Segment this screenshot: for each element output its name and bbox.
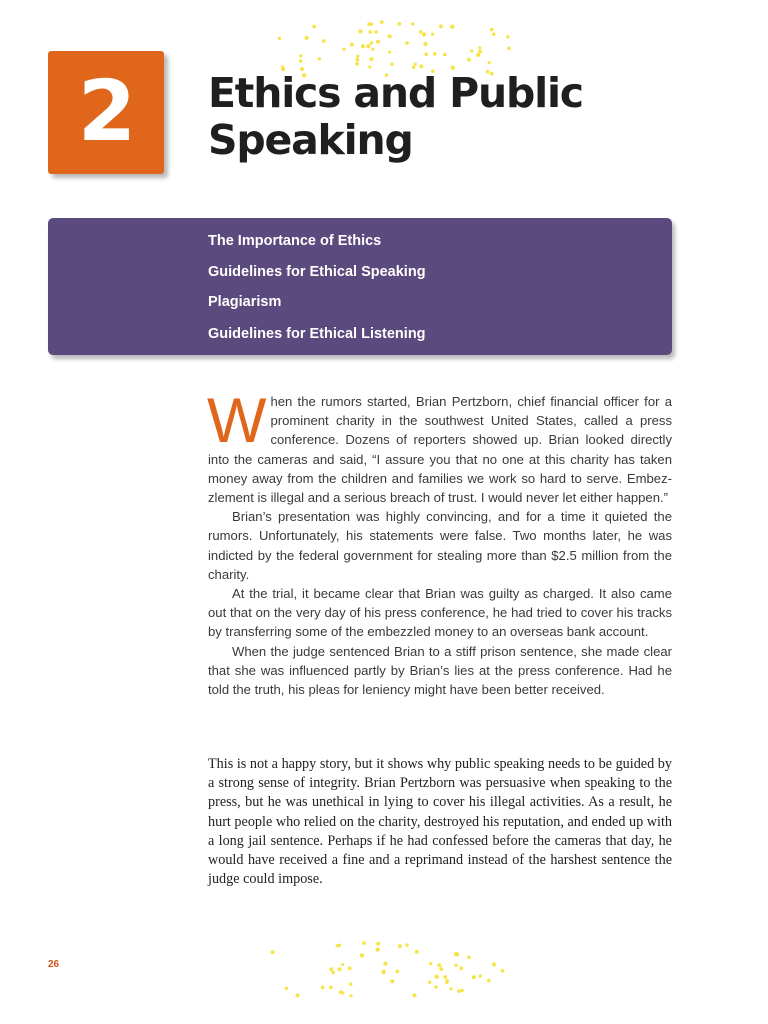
- decorative-dot: [366, 44, 370, 48]
- decorative-dot: [479, 974, 483, 978]
- paragraph-4: When the judge sentenced Brian to a stiff prison sentence, she made clear that she was influenced partly by Brian’s lies at the press conference. Had he told the truth, his pleas for leniency might have been better received.: [208, 643, 672, 698]
- chapter-title-line-2: Speaking: [208, 116, 413, 164]
- decorative-dot: [454, 952, 458, 956]
- decorative-dot: [355, 62, 359, 66]
- decorative-dot: [506, 35, 509, 38]
- decorative-dot: [285, 987, 289, 991]
- decorative-dot: [405, 41, 409, 45]
- chapter-title-line-1: Ethics and Public: [208, 69, 583, 117]
- decorative-dot: [349, 994, 352, 997]
- decorative-dot: [492, 962, 496, 966]
- decorative-dot: [434, 985, 438, 989]
- decorative-dot: [478, 50, 482, 54]
- decorative-dot: [390, 979, 394, 983]
- decorative-dot: [360, 953, 364, 957]
- paragraph-5: This is not a happy story, but it shows why public speaking needs to be guided by a strong sense of integrity. Brian Pertzborn was persuasive when speaking to the press, but he was unethical in lying to cover his illegal activities. As a result, he hurt people who relied on the charity, destroyed his reputation, and ended up with a long jail sentence. Perhaps if he had confessed before the cameras that day, he would have received a fine and a reprimand instead of the harshest sentence the judge could impose.: [208, 756, 672, 888]
- decorative-dot: [450, 25, 454, 29]
- chapter-number-badge: [48, 51, 164, 174]
- decorative-dot: [388, 34, 392, 38]
- chapter-outline: [48, 218, 672, 355]
- outline-item-guidelines-ethical-speaking: Guidelines for Ethical Speaking: [208, 264, 426, 280]
- decorative-dot: [422, 32, 426, 36]
- decorative-dot: [439, 967, 443, 971]
- decorative-dot: [414, 63, 417, 66]
- page-number: 26: [48, 959, 60, 970]
- decorative-dot: [435, 975, 439, 979]
- decorative-dot: [370, 41, 373, 44]
- decorative-dot: [383, 962, 387, 966]
- decorative-dots-bottom: [262, 938, 512, 1000]
- decorative-dot: [419, 64, 423, 68]
- decorative-dot: [271, 950, 275, 954]
- decorative-dot: [457, 989, 461, 993]
- paragraph-1-text: hen the rumors started, Brian Pertzborn, chief financial officer for a prominent charity in the southwest United States, called a press conference. Dozens of reporters showed up. Brian looked directly into the cameras and said, “I assure you that no one at this charity has taken money away from the children and families we work so hard to serve. Embezzlement is illegal and a serious breach of trust. I would never let either happen.”: [208, 394, 672, 506]
- decorative-dot: [342, 48, 345, 51]
- decorative-dot: [454, 964, 457, 967]
- decorative-dot: [501, 969, 505, 973]
- decorative-dot: [423, 42, 427, 46]
- decorative-dot: [355, 58, 359, 62]
- decorative-dot: [305, 36, 309, 40]
- decorative-dot: [390, 63, 393, 66]
- decorative-dot: [375, 947, 379, 951]
- decorative-dot: [398, 944, 402, 948]
- decorative-dot: [358, 29, 362, 33]
- decorative-dot: [368, 30, 372, 34]
- decorative-dot: [449, 987, 452, 990]
- decorative-dot: [405, 943, 408, 946]
- decorative-dot: [361, 44, 365, 48]
- decorative-dot: [443, 975, 447, 979]
- decorative-dot: [312, 25, 316, 29]
- paragraph-1: [207, 386, 672, 507]
- decorative-dot: [507, 47, 511, 51]
- decorative-dot: [415, 950, 419, 954]
- chapter-opening-story: [207, 386, 672, 699]
- decorative-dot: [348, 967, 352, 971]
- decorative-dot: [445, 981, 448, 984]
- decorative-dot: [376, 942, 380, 946]
- decorative-dot: [350, 43, 354, 47]
- decorative-dot: [433, 52, 437, 56]
- decorative-dot: [388, 51, 391, 54]
- decorative-dot: [412, 993, 416, 997]
- decorative-dot: [356, 55, 359, 58]
- decorative-dot: [396, 970, 400, 974]
- decorative-dot: [371, 48, 374, 51]
- decorative-dot: [487, 979, 491, 983]
- decorative-dot: [411, 22, 414, 25]
- decorative-dot: [492, 32, 496, 36]
- decorative-dot: [398, 22, 402, 26]
- decorative-dot: [478, 46, 481, 49]
- decorative-dot: [338, 967, 342, 971]
- decorative-dot: [376, 40, 380, 44]
- decorative-dot: [349, 983, 352, 986]
- decorative-dot: [362, 941, 366, 945]
- decorative-dot: [431, 33, 434, 36]
- decorative-dot: [472, 975, 476, 979]
- decorative-dot: [318, 57, 321, 60]
- decorative-dot: [332, 971, 335, 974]
- decorative-dot: [341, 963, 344, 966]
- decorative-dot: [467, 58, 471, 62]
- paragraph-2: Brian’s presentation was highly convincing, and for a time it quieted the rumors. Unfortunately, his statements were false. Two months later, he was indicted by the federal government for stealing more than $2.5 million from the charity.: [208, 509, 672, 582]
- decorative-dot: [429, 962, 432, 965]
- decorative-dot: [460, 989, 463, 992]
- decorative-dot: [278, 37, 281, 40]
- decorative-dot: [470, 49, 473, 52]
- decorative-dot: [322, 39, 326, 43]
- outline-item-plagiarism: Plagiarism: [208, 294, 282, 310]
- decorative-dot: [329, 986, 333, 990]
- outline-item-guidelines-ethical-listening: Guidelines for Ethical Listening: [208, 326, 426, 342]
- decorative-dot: [299, 59, 303, 63]
- decorative-dot: [428, 981, 431, 984]
- decorative-dot: [490, 28, 494, 32]
- paragraph-3: At the trial, it became clear that Brian was guilty as charged. It also came out that on the very day of his press conference, he had tried to cover his tracks by transferring some of the embezzled money to an overseas bank account.: [208, 586, 672, 640]
- drop-cap: W: [207, 386, 267, 456]
- decorative-dot: [380, 20, 384, 24]
- decorative-dot: [459, 966, 463, 970]
- decorative-dot: [467, 955, 471, 959]
- decorative-dot: [321, 986, 325, 990]
- chapter-number: 2: [77, 61, 135, 160]
- decorative-dot: [424, 52, 428, 56]
- decorative-dot: [296, 993, 300, 997]
- decorative-dot: [369, 57, 373, 61]
- chapter-title: [208, 70, 728, 164]
- decorative-dot: [341, 991, 344, 994]
- decorative-dot: [488, 61, 491, 64]
- outline-item-importance-of-ethics: The Importance of Ethics: [208, 233, 382, 249]
- decorative-dot: [329, 967, 333, 971]
- decorative-dot: [382, 969, 386, 973]
- decorative-dot: [299, 54, 302, 57]
- decorative-dot: [443, 53, 446, 56]
- decorative-dot: [437, 963, 441, 967]
- decorative-dot: [367, 22, 371, 26]
- decorative-dot: [439, 24, 443, 28]
- decorative-dot: [419, 30, 423, 34]
- decorative-dot: [374, 30, 378, 34]
- decorative-dot: [336, 944, 339, 947]
